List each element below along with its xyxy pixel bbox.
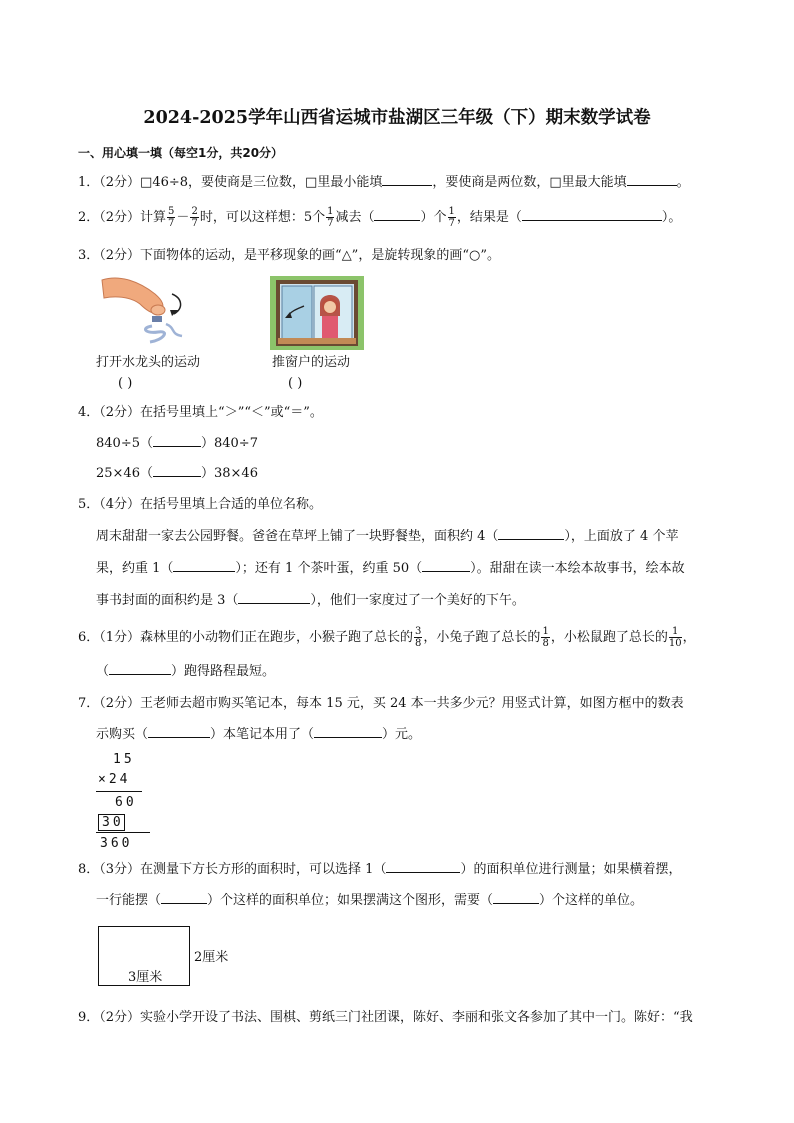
q6-text: 6．（1分）森林里的小动物们正在跑步，小猴子跑了总长的 [78,630,414,645]
fraction: $\frac{2}{7}$ [191,206,198,229]
fraction: $\frac{3}{8}$ [415,626,422,649]
q4-line-2 [96,466,258,482]
faucet-caption: 打开水龙头的运动 [96,355,201,370]
q5-text: ）。甜甜在读一本绘本故事书，绘本故 [470,561,685,576]
q1-text-a: 1．（2分）□46÷8，要使商是三位数，□里最小能填 [78,175,383,190]
q6-text: （ [96,664,110,679]
q5-text: 事书封面的面积约是 3（ [96,593,239,608]
q5-text: 果，约重 1（ [96,561,174,576]
q1-blank-1[interactable] [382,175,432,186]
q7-blank-2[interactable] [314,727,382,738]
vertical-calc-row-2: ×24 [98,772,131,787]
vertical-calc-row-1: 15 [113,752,135,767]
q5-blank-3[interactable] [422,561,470,572]
section-heading: 一、用心填一填（每空1分，共20分） [78,146,284,160]
fraction: $\frac{1}{10}$ [668,626,682,649]
vertical-calc-boxed-row: 30 [98,814,125,831]
q8-text: 8．（3分）在测量下方长方形的面积时，可以选择 1（ [78,862,387,877]
q7-blank-1[interactable] [148,727,210,738]
question-8 [78,862,681,878]
q2-blank-1[interactable] [374,210,420,221]
q2-text-e: ，结果是（ [456,210,522,225]
question-3: 3．（2分）下面物体的运动，是平移现象的画“△”，是旋转现象的画“○”。 [78,248,500,263]
q5-blank-4[interactable] [238,593,310,604]
question-4: 4．（2分）在括号里填上“＞”“＜”或“＝”。 [78,405,323,420]
window-answer-parens[interactable]: ( ) [288,376,303,391]
q8-text: ）个这样的面积单位；如果摆满这个图形，需要（ [207,893,494,908]
fraction: $\frac{5}{7}$ [168,206,175,229]
q6-text: ，小兔子跑了总长的 [423,630,541,645]
q8-text: 一行能摆（ [96,893,162,908]
faucet-picture [100,272,196,354]
q2-text-b: 时，可以这样想：5个 [199,210,326,225]
q8-blank-2[interactable] [161,893,207,904]
q7-line-2 [96,727,421,743]
q4-blank-2[interactable] [153,466,201,477]
q7-text: 示购买（ [96,727,149,742]
q6-text: ）跑得路程最短。 [171,664,276,679]
q5-text: ）；还有 1 个茶叶蛋，约重 50（ [235,561,423,576]
q2-text-a: 2．（2分）计算 [78,210,167,225]
q6-line-2 [96,664,275,680]
question-5: 5．（4分）在括号里填上合适的单位名称。 [78,497,323,512]
q4-expr-right-2: ）38×46 [200,466,258,481]
q2-text-c: 减去（ [335,210,375,225]
question-7: 7．（2分）王老师去超市购买笔记本，每本 15 元，买 24 本一共多少元？用竖式计算，如图方框中的数表 [78,696,684,711]
q2-text-f: ）。 [661,210,682,225]
q5-blank-2[interactable] [173,561,235,572]
q4-expr-right-1: ）840÷7 [200,436,258,451]
q5-text: 周末甜甜一家去公园野餐。爸爸在草坪上铺了一块野餐垫，面积约 4（ [96,529,499,544]
q4-blank-1[interactable] [153,436,201,447]
question-6 [78,626,696,649]
q5-line-3 [96,593,525,609]
q6-text: ， [682,630,696,645]
q8-line-2 [96,893,643,909]
question-2 [78,206,681,229]
q5-text: ），他们一家度过了一个美好的下午。 [310,593,525,608]
q7-text: ）元。 [382,727,422,742]
q8-blank-3[interactable] [493,893,539,904]
fraction: $\frac{1}{7}$ [327,206,334,229]
q5-line-1 [96,529,678,545]
q6-text: ，小松鼠跑了总长的 [550,630,668,645]
calc-divider-2 [96,832,150,833]
q6-blank[interactable] [109,664,171,675]
rectangle-height-label: 2厘米 [194,950,229,965]
rectangle-width-label: 3厘米 [128,970,163,985]
q2-blank-2[interactable] [522,210,662,221]
q5-blank-1[interactable] [498,529,564,540]
fraction: $\frac{1}{7}$ [448,206,455,229]
window-picture [270,276,364,350]
q2-text-d: ）个 [420,210,447,225]
fraction: $\frac{1}{8}$ [542,626,549,649]
window-caption: 推窗户的运动 [272,355,351,370]
question-9: 9．（2分）实验小学开设了书法、围棋、剪纸三门社团课，陈好、李丽和张文各参加了其中一门。陈好：“我 [78,1010,693,1025]
q5-line-2 [96,561,685,577]
q8-blank-1[interactable] [386,862,460,873]
vertical-calc-row-5: 360 [100,836,133,851]
q4-line-1 [96,436,258,452]
faucet-answer-parens[interactable]: ( ) [118,376,133,391]
q1-blank-2[interactable] [627,175,677,186]
q1-text-c: 。 [676,175,690,190]
q7-text: ）本笔记本用了（ [210,727,315,742]
question-1 [78,175,690,191]
q4-expr-left-1: 840÷5（ [96,436,153,451]
q1-text-b: ，要使商是两位数，□里最大能填 [432,175,627,190]
page-title: 2024-2025学年山西省运城市盐湖区三年级（下）期末数学试卷 [143,108,651,128]
vertical-calc-row-3: 60 [115,795,137,810]
q5-text: ），上面放了 4 个苹 [564,529,679,544]
minus-sign: － [176,210,190,225]
calc-divider-1 [96,791,142,792]
q8-text: ）个这样的单位。 [539,893,644,908]
q8-text: ）的面积单位进行测量；如果横着摆， [460,862,682,877]
q4-expr-left-2: 25×46（ [96,466,153,481]
